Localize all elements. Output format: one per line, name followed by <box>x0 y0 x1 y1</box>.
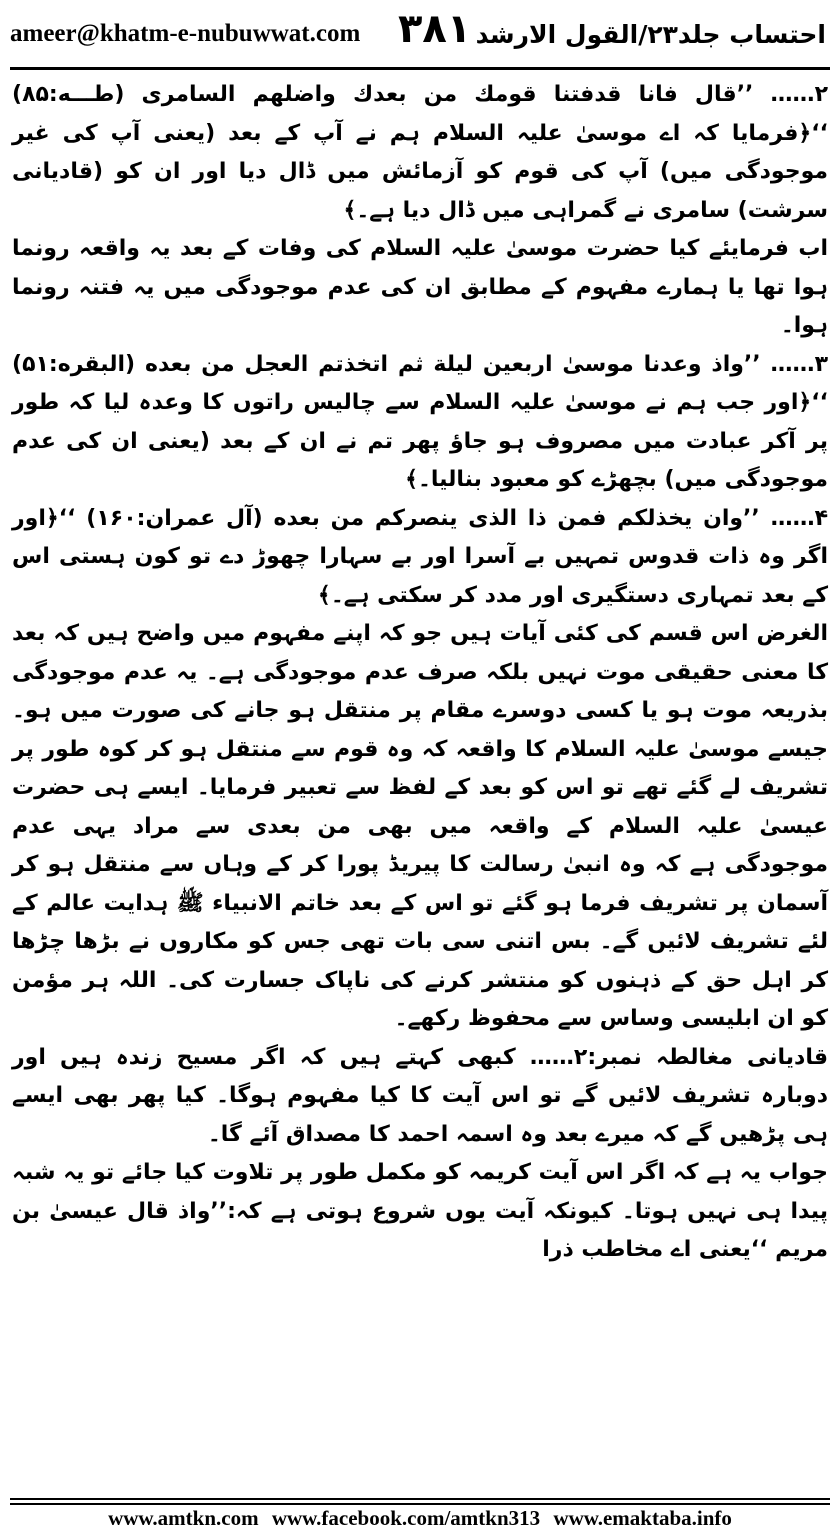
page-number: ۳۸۱ <box>398 6 472 52</box>
paragraph-verse-3: ۳…… ’’واذ وعدنا موسیٰ اربعین لیلة ثم اتخذتم العجل من بعده (البقره:۵۱) ‘‘﴿اور جب ہم نے موسیٰ علیہ السلام سے چالیس راتوں کا وعدہ لیا کہ طور پر آکر عبادت میں مصروف ہو جاؤ پھر تم نے ان کے بعد (یعنی ان کی عدم موجودگی میں) بچھڑے کو معبود بنالیا۔﴾ <box>12 351 828 492</box>
paragraph-conclusion: الغرض اس قسم کی کئی آیات ہیں جو کہ اپنے مفہوم میں واضح ہیں کہ بعد کا معنی حقیقی موت نہیں بلکہ صرف عدم موجودگی ہے۔ یہ عدم موجودگی بذریعہ موت ہو یا کسی دوسرے مقام پر منتقل ہو جانے کی صورت میں ہو۔ جیسے موسیٰ علیہ السلام کا واقعہ کہ وہ قوم سے منتقل ہو کر کوہ طور پر تشریف لے گئے تھے تو اس کو بعد کے لفظ سے تعبیر فرمایا۔ ایسے ہی حضرت عیسیٰ علیہ السلام کے واقعہ میں بھی من بعدی سے مراد یہی عدم موجودگی ہے کہ وہ انبیٰ رسالت کا پیریڈ پورا کر کے وہاں سے منتقل ہو کر آسمان پر تشریف فرما ہو گئے تو اس کے بعد خاتم الانبیاء ﷺ ہدایت عالم کے لئے تشریف لائیں گے۔ بس اتنی سی بات تھی جس کو مکاروں نے بڑھا چڑھا کر اہل حق کے ذہنوں کو منتشر کرنے کی ناپاک جسارت کی۔ اللہ ہر مؤمن کو ان ابلیسی وساس سے محفوظ رکھے۔ <box>12 621 828 1031</box>
paragraph-verse-4: ۴…… ’’وان یخذلکم فمن ذا الذی ینصرکم من بعده (آل عمران:۱۶۰) ‘‘﴿اور اگر وہ ذات قدوس تمہیں بے آسرا اور بے سہارا چھوڑ دے تو کون ہستی اس کے بعد تمہاری دستگیری اور مدد کر سکتی ہے۔﴾ <box>12 505 829 608</box>
paragraph-answer: جواب یہ ہے کہ اگر اس آیت کریمہ کو مکمل طور پر تلاوت کیا جائے تو یہ شبہ پیدا ہی نہیں ہوتا۔ کیونکہ آیت یوں شروع ہوتی ہے کہ:’’واذ قال عیسیٰ بن مریم ‘‘یعنی اے مخاطب ذرا <box>12 1160 828 1262</box>
paragraph-verse-2: ۲…… ’’قال فانا قدفتنا قومك من بعدك واضلهم السامری (طـــه:۸۵) ‘‘﴿فرمایا کہ اے موسیٰ علیہ السلام ہم نے آپ کے بعد (یعنی آپ کی غیر موجودگی میں) آپ کی قوم کو آزمائش میں ڈال دیا اور ان کو (قادیانی سرشت) سامری نے گمراہی میں ڈال دیا ہے۔﴾ <box>12 82 828 223</box>
header-divider <box>10 67 830 70</box>
page-header <box>0 0 840 70</box>
page-body <box>12 76 828 1454</box>
footer-links: www.amtkn.com www.facebook.com/amtkn313 www.emaktaba.info <box>108 1506 732 1530</box>
footer-divider-2 <box>10 1503 830 1505</box>
paragraph-question: اب فرمایئے کیا حضرت موسیٰ علیہ السلام کی وفات کے بعد یہ واقعہ رونما ہوا تھا یا ہمارے مفہوم کے مطابق ان کی عدم موجودگی میں یہ فتنہ رونما ہوا۔ <box>12 236 828 338</box>
footer-divider-1 <box>10 1498 830 1500</box>
header-email: ameer@khatm-e-nubuwwat.com <box>10 20 361 47</box>
paragraph-fallacy-2: قادیانی مغالطہ نمبر:۲…… کبھی کہتے ہیں کہ اگر مسیح زندہ ہیں اور دوبارہ تشریف لائیں گے تو اس آیت کا کیا مفہوم ہوگا۔ کیا پھر بھی ایسے ہی پڑھیں گے کہ میرے بعد وہ اسمہ احمد کا مصداق آئے گا۔ <box>12 1044 828 1147</box>
header-title: احتساب جلد۲۳/القول الارشد <box>475 20 826 49</box>
